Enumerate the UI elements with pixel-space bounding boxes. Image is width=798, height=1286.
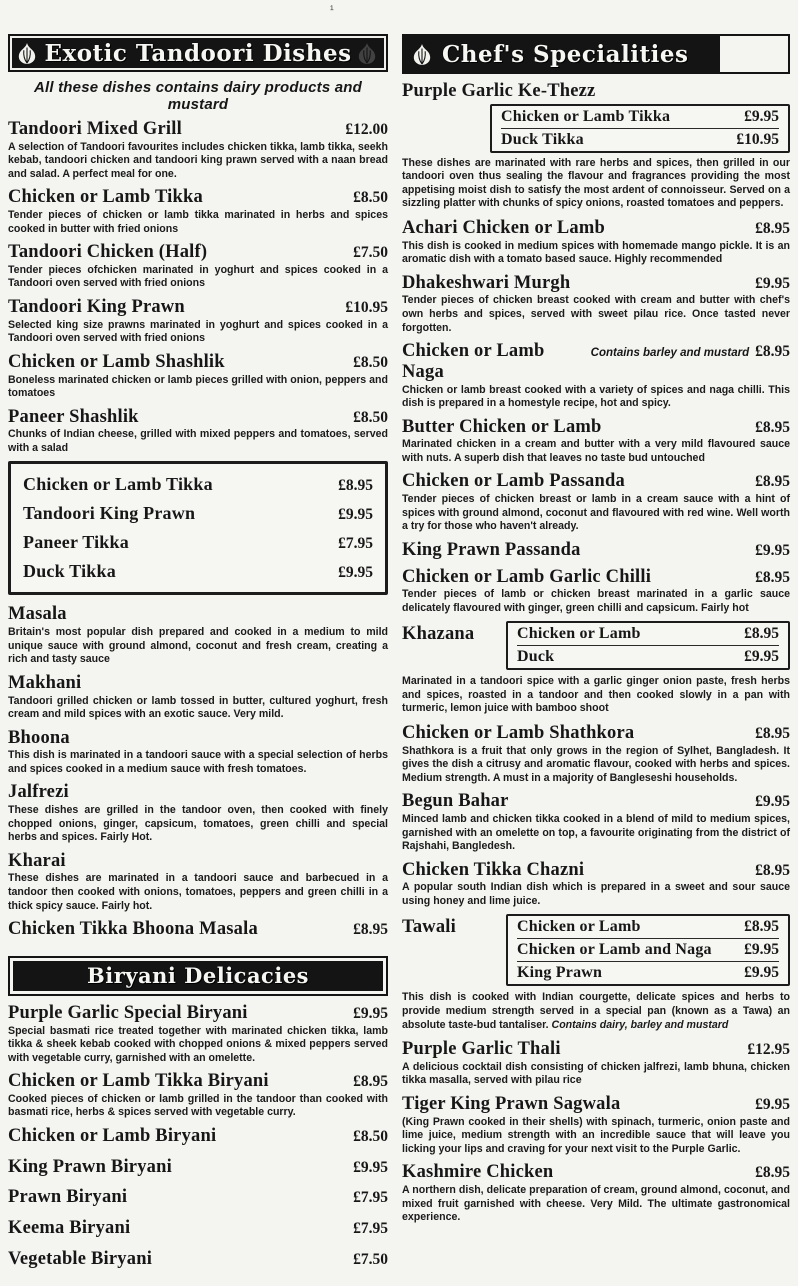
dish-item — [402, 914, 790, 986]
dish-description: Chunks of Indian cheese, grilled with mixed peppers and tomatoes, served with a salad — [8, 428, 388, 454]
dish-description: Shathkora is a fruit that only grows in the region of Sylhet, Bangladesh. It gives the dish a citrusy and aromatic flavour, cooked with herbs and spices. Medium strength. A must in a majority of Bangleseshi households. — [402, 744, 790, 784]
section-title: Chef's Specialities — [442, 40, 689, 68]
dish-name: Tandoori King Prawn — [23, 503, 196, 524]
garlic-icon — [412, 43, 432, 65]
price-row — [517, 623, 779, 646]
dish-item — [8, 187, 388, 236]
dish-item — [8, 1003, 388, 1065]
dish-item — [8, 297, 388, 346]
dish-header — [8, 1003, 388, 1024]
price-row — [501, 129, 779, 151]
dish-name: Chicken or Lamb Tikka — [8, 187, 203, 208]
dish-item — [402, 860, 790, 909]
dish-item — [8, 1187, 388, 1208]
dish-description: Cooked pieces of chicken or lamb grilled in the tandoor than cooked with basmati rice, herbs & spices served with vegetable curry. — [8, 1092, 388, 1119]
dish-name: Chicken or Lamb Passanda — [402, 471, 625, 492]
dish-item — [402, 1094, 790, 1156]
dish-name: Begun Bahar — [402, 791, 509, 812]
dish-price: £8.95 — [338, 477, 373, 495]
dish-name: Purple Garlic Thali — [402, 1039, 561, 1060]
dish-price: £8.95 — [755, 418, 790, 436]
dish-header — [8, 1218, 388, 1239]
dish-header — [8, 242, 388, 263]
dish-name: Masala — [8, 604, 67, 625]
dish-name: Chicken or Lamb and Naga — [517, 941, 712, 959]
dish-header — [8, 1126, 388, 1147]
dish-name: Chicken or Lamb Tikka — [23, 474, 213, 495]
dish-price: £8.95 — [755, 724, 790, 742]
dish-description: A selection of Tandoori favourites includes chicken tikka, lamb tikka, seekh kebab, tandoori chicken and tandoori king prawn served with a naan bread and salad. A perfect meal for one. — [8, 140, 388, 180]
dish-name: Chicken or Lamb Garlic Chilli — [402, 566, 652, 587]
dish-description: Selected king size prawns marinated in yoghurt and spices cooked in a Tandoori oven served with fried onions — [8, 318, 388, 345]
description-text: These dishes are marinated with rare herbs and spices, then grilled in our tandoori oven thus sealing the flavour and fragrances providing the most appetising moist dish to satisfy the most ardent of connoisseur. Served on a sizzling platter with chunks of spicy onions, roasted tomatoes and peppers. — [402, 156, 790, 210]
dish-name: Dhakeshwari Murgh — [402, 272, 571, 293]
dish-price: £10.95 — [345, 298, 388, 316]
dish-header — [8, 407, 388, 428]
dish-description: These dishes are marinated in a tandoori sauce and barbecued in a tandoor then cooked with onions, tomatoes, peppers and green chilli in a thick spicy sauce. Fairly hot. — [8, 872, 388, 912]
dish-header — [8, 728, 388, 749]
dish-description: These dishes are grilled in the tandoor oven, then cooked with finely chopped onions, ginger, capsicum, tomatoes, green chilli and special herbs and spices. Fairly Hot. — [8, 804, 388, 844]
section-title: Exotic Tandoori Dishes — [44, 39, 352, 67]
dish-item — [402, 791, 790, 853]
dish-item — [8, 1071, 388, 1120]
dish-name: Khazana — [402, 624, 475, 645]
dish-name: Tandoori Mixed Grill — [8, 119, 182, 139]
dish-description — [402, 675, 790, 716]
dish-name: Purple Garlic Ke-Thezz — [402, 81, 596, 101]
dish-header — [402, 273, 790, 294]
dish-header — [8, 297, 388, 318]
dish-price: £12.95 — [747, 1041, 790, 1059]
dish-price: £9.95 — [338, 506, 373, 524]
dish-description: Marinated chicken in a cream and butter with a very mild flavoured sauce with nuts. A superb dish that leaves no taste bud untouched — [402, 438, 790, 464]
dish-name: Chicken or Lamb Naga — [402, 341, 545, 382]
dish-price: £7.95 — [353, 1220, 388, 1238]
price-row — [517, 939, 779, 962]
dish-header — [402, 341, 790, 382]
dish-header — [8, 782, 388, 803]
dish-price: £7.95 — [338, 535, 373, 553]
dish-header — [8, 1071, 388, 1092]
dish-name: Vegetable Biryani — [8, 1248, 153, 1269]
dish-description: Special basmati rice treated together with marinated chicken tikka, lamb tikka & sheek kebab cooked with chopped onions & mixed peppers served with vegetable curry, garnished with an omelette. — [8, 1024, 388, 1064]
dish-name: Duck Tikka — [23, 561, 116, 582]
dish-price: £9.95 — [744, 964, 779, 982]
dish-header — [402, 1094, 790, 1115]
dish-name: King Prawn Passanda — [402, 539, 581, 560]
dish-name: Tandoori King Prawn — [8, 296, 185, 317]
dish-price: £9.95 — [353, 1004, 388, 1022]
dish-item — [8, 1218, 388, 1239]
section-banner — [402, 34, 790, 74]
dish-price: £12.00 — [345, 121, 388, 138]
dish-header — [402, 417, 790, 438]
dish-name: Kashmire Chicken — [402, 1162, 554, 1183]
dish-name: Makhani — [8, 672, 82, 693]
dish-name: Chicken or Lamb Tikka Biryani — [8, 1071, 269, 1092]
dish-item — [402, 218, 790, 267]
dish-price: £9.95 — [755, 274, 790, 292]
dish-price: £9.95 — [744, 941, 779, 959]
dish-item — [402, 1162, 790, 1224]
dish-price: £8.95 — [755, 861, 790, 879]
dish-name: Duck — [517, 648, 555, 666]
dish-header — [402, 860, 790, 881]
left-column — [8, 34, 388, 1280]
dish-description: Britain's most popular dish prepared and cooked in a medium to mild unique sauce with ground almond, coconut and fresh cream, creating a rich and tasty sauce — [8, 626, 388, 666]
dish-name: Chicken or Lamb — [517, 918, 641, 936]
dish-description: A popular south Indian dish which is prepared in a sweet and sour sauce using honey and lime juice. — [402, 881, 790, 907]
dish-header — [8, 1187, 388, 1208]
dish-price: £7.95 — [353, 1189, 388, 1207]
dish-item — [402, 471, 790, 533]
dish-header — [402, 540, 790, 561]
dish-item — [402, 1039, 790, 1088]
price-table — [490, 104, 790, 153]
dish-item — [402, 723, 790, 785]
dish-price: £8.95 — [755, 1164, 790, 1182]
dish-item — [8, 352, 388, 401]
dish-item — [402, 81, 790, 102]
dish-header — [8, 604, 388, 625]
dish-item — [8, 728, 388, 777]
dish-header — [8, 119, 388, 140]
section-banner — [8, 956, 388, 996]
dish-item — [402, 273, 790, 335]
dish-name: Jalfrezi — [8, 782, 69, 803]
dish-header — [8, 1249, 388, 1270]
price-row — [23, 528, 373, 557]
dish-price: £8.95 — [755, 219, 790, 237]
price-row — [517, 916, 779, 939]
dish-allergen-note: Contains barley and mustard — [590, 347, 750, 360]
dish-price: £8.95 — [744, 625, 779, 643]
dish-name: Achari Chicken or Lamb — [402, 217, 605, 238]
dish-name: Chicken or Lamb Shathkora — [402, 722, 635, 743]
dish-item — [8, 407, 388, 456]
dish-item — [402, 621, 790, 670]
dish-name: Paneer Shashlik — [8, 406, 139, 427]
dish-price: £9.95 — [338, 564, 373, 582]
dish-header — [8, 352, 388, 373]
dish-name: Chicken or Lamb Shashlik — [8, 351, 225, 372]
right-column — [402, 34, 790, 1280]
dish-item — [402, 540, 790, 561]
scan-artifact: ¹ — [330, 4, 334, 16]
dish-item — [8, 782, 388, 844]
price-row — [501, 106, 779, 129]
dish-name: Kharai — [8, 850, 66, 871]
dish-description: Chicken or lamb breast cooked with a variety of spices and naga chilli. This dish is prepared in a homestyle recipe, hot and spicy. — [402, 383, 790, 410]
dish-header — [402, 1039, 790, 1060]
price-row — [517, 962, 779, 984]
dish-price: £8.95 — [755, 343, 790, 361]
dish-price: £7.50 — [353, 1250, 388, 1268]
dish-item — [8, 1249, 388, 1270]
dish-price: £8.50 — [353, 189, 388, 207]
dish-name: King Prawn — [517, 964, 603, 982]
dish-name: Chicken or Lamb — [517, 625, 641, 643]
dish-name: Tiger King Prawn Sagwala — [402, 1093, 621, 1114]
dish-description: Minced lamb and chicken tikka cooked in a blend of mild to medium spices, garnished with an omelette on top, a favourite originating from the district of Rajshahi, Bangledesh. — [402, 813, 790, 853]
dish-price: £9.95 — [353, 1158, 388, 1176]
dish-price: £8.95 — [353, 1073, 388, 1091]
dish-header — [402, 567, 790, 588]
dish-name: Duck Tikka — [501, 130, 584, 148]
dish-item — [402, 567, 790, 616]
dish-price: £8.50 — [353, 408, 388, 426]
description-allergen-note: Contains dairy, barley and mustard — [551, 1018, 729, 1031]
price-row — [23, 499, 373, 528]
description-text: Marinated in a tandoori spice with a garlic ginger onion paste, fresh herbs and spices, roasted in a tandoor and then cooked slowly in a pan with turmeric, lemon juice with bamboo shoot — [402, 675, 790, 715]
dish-name: Purple Garlic Special Biryani — [8, 1002, 248, 1023]
dish-description: Tandoori grilled chicken or lamb tossed in butter, cultured yoghurt, fresh cream and mild spices with an exotic sauce. Very mild. — [8, 694, 388, 721]
dish-price: £8.50 — [353, 353, 388, 371]
dish-header — [8, 919, 388, 940]
dish-name: Chicken Tikka Bhoona Masala — [8, 919, 258, 940]
dish-name: Chicken or Lamb Tikka — [501, 107, 671, 125]
dish-header — [8, 851, 388, 872]
dish-price: £9.95 — [755, 793, 790, 811]
dish-price: £9.95 — [755, 1095, 790, 1113]
dish-price: £8.95 — [744, 918, 779, 936]
dish-price: £8.95 — [353, 921, 388, 939]
price-row — [23, 470, 373, 499]
dish-item — [8, 119, 388, 181]
dish-price: £9.95 — [744, 107, 779, 125]
price-row — [517, 646, 779, 668]
dish-price: £10.95 — [736, 130, 779, 148]
price-table — [8, 461, 388, 595]
dish-item — [8, 1126, 388, 1147]
section-note: All these dishes contains dairy products and mustard — [33, 79, 363, 113]
dish-description — [402, 991, 790, 1032]
dish-item — [8, 242, 388, 291]
dish-header — [8, 673, 388, 694]
price-table — [506, 621, 790, 670]
dish-name: King Prawn Biryani — [8, 1156, 172, 1177]
dish-item — [8, 604, 388, 666]
dish-header — [8, 187, 388, 208]
dish-header — [402, 1162, 790, 1183]
dish-description: (King Prawn cooked in their shells) with spinach, turmeric, onion paste and lime juice, medium strength with an incredible sauce that will leave you licking your lips and craving for your next visit to the Purple Garlic. — [402, 1115, 790, 1155]
dish-price: £9.95 — [744, 648, 779, 666]
dish-name: Chicken or Lamb Biryani — [8, 1126, 217, 1147]
dish-name: Bhoona — [8, 727, 70, 748]
dish-name: Tandoori Chicken (Half) — [8, 242, 208, 263]
dish-header — [402, 791, 790, 812]
dish-description: Tender pieces of chicken or lamb tikka marinated in herbs and spices cooked in butter with fried onions — [8, 209, 388, 235]
dish-name: Butter Chicken or Lamb — [402, 416, 602, 437]
dish-description: This dish is marinated in a tandoori sauce with a special selection of herbs and spices cooked in a medium sauce with fresh tomatoes. — [8, 749, 388, 775]
dish-description: A delicious cocktail dish consisting of chicken jalfrezi, lamb bhuna, chicken tikka masalla, served with pilau rice — [402, 1060, 790, 1087]
dish-item — [8, 919, 388, 940]
dish-description: A northern dish, delicate preparation of cream, ground almond, coconut, and mixed fruit garnished with cheese. Very Mild. The ultimate gastronomical experience. — [402, 1184, 790, 1224]
description-text: This dish is cooked with Indian courgette, delicate spices and herbs to provide medium strength served in a special pan (known as a Tawa) an absolute taste-bud tantaliser. — [402, 991, 790, 1031]
dish-item — [8, 851, 388, 913]
dish-item — [402, 341, 790, 411]
dish-header — [402, 723, 790, 744]
dish-description — [402, 157, 790, 211]
dish-price: £9.95 — [755, 541, 790, 559]
garlic-icon — [17, 42, 37, 64]
section-title: Biryani Delicacies — [86, 963, 310, 989]
price-row — [23, 557, 373, 586]
dish-item — [8, 673, 388, 722]
section-banner — [8, 34, 388, 72]
dish-header — [402, 218, 790, 239]
dish-item — [8, 1157, 388, 1178]
dish-header — [8, 1157, 388, 1178]
dish-description: This dish is cooked in medium spices with homemade mango pickle. It is an aromatic dish with a tomato based sauce. Highly recommended — [402, 239, 790, 266]
dish-description: Tender pieces of lamb or chicken breast marinated in a garlic sauce delicately flavoured with ginger, green chilli and capsicum. Fairly hot — [402, 588, 790, 614]
dish-header — [402, 471, 790, 492]
dish-name: Prawn Biryani — [8, 1187, 128, 1208]
dish-description: Tender pieces of chicken breast or lamb in a cream sauce with a hint of spices with ground almond, coconut and flavoured with red wine. Well worth a try for those who haven't already. — [402, 493, 790, 533]
dish-name: Paneer Tikka — [23, 532, 129, 553]
dish-description: Tender pieces ofchicken marinated in yoghurt and spices cooked in a Tandoori oven served with fried onions — [8, 263, 388, 290]
dish-description: Boneless marinated chicken or lamb pieces grilled with onion, peppers and tomatoes — [8, 373, 388, 400]
dish-price: £8.95 — [755, 568, 790, 586]
garlic-icon — [357, 42, 377, 64]
dish-price: £8.95 — [755, 473, 790, 491]
dish-name: Keema Biryani — [8, 1218, 131, 1239]
dish-name: Tawali — [402, 917, 456, 938]
dish-name: Chicken Tikka Chazni — [402, 859, 585, 880]
price-table — [506, 914, 790, 986]
dish-price: £7.50 — [353, 244, 388, 262]
dish-header — [402, 81, 790, 102]
dish-price: £8.50 — [353, 1128, 388, 1146]
dish-item — [402, 417, 790, 466]
dish-description: Tender pieces of chicken breast cooked with cream and butter with chef's own herbs and spices, served with sweet pilau rice. Once tasted never forgotten. — [402, 294, 790, 334]
price-table-wrap — [402, 104, 790, 153]
